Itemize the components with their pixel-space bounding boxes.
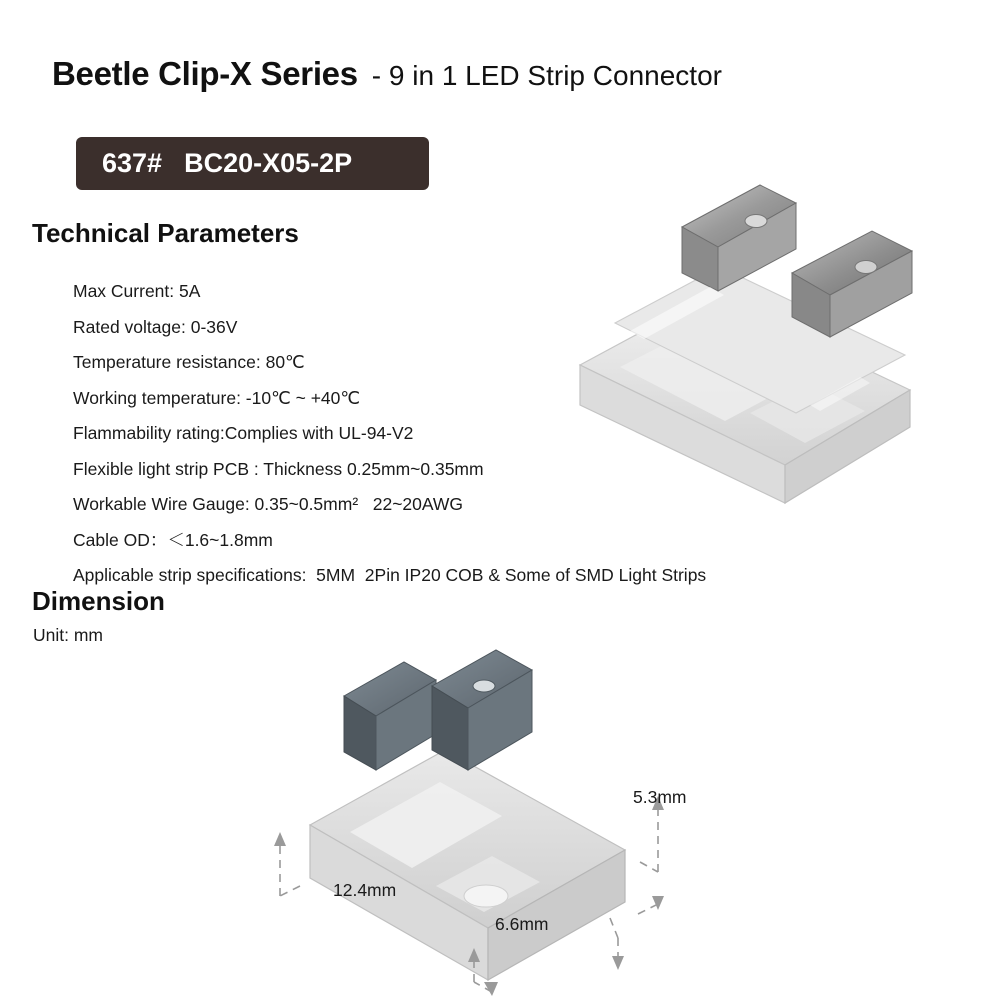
list-item: Workable Wire Gauge: 0.35~0.5mm² 22~20AWG — [73, 494, 464, 514]
dimension-drawing — [240, 600, 970, 1000]
header-subtitle: - 9 in 1 LED Strip Connector — [371, 60, 722, 91]
list-item: Flexible light strip PCB : Thickness 0.25mm~0.35mm — [73, 458, 484, 479]
dimension-label-depth: 6.6mm — [495, 914, 549, 934]
dimension-title: Dimension — [32, 586, 165, 616]
badge-model: BC20-X05-2P — [184, 148, 353, 178]
list-item: Flammability rating:Complies with UL-94-V2 — [73, 423, 414, 443]
unit-note: Unit: mm — [33, 625, 103, 645]
brand-title: Beetle Clip-X Series — [52, 55, 358, 92]
list-item: Rated voltage: 0-36V — [73, 316, 238, 337]
model-badge — [76, 137, 429, 190]
page-header — [52, 55, 722, 93]
list-item: Temperature resistance: 80℃ — [73, 352, 305, 372]
list-item: Applicable strip specifications: 5MM 2Pin IP20 COB & Some of SMD Light Strips — [73, 565, 707, 585]
product-photo — [560, 155, 980, 505]
list-item: Cable OD：＜1.6~1.8mm — [73, 529, 273, 550]
list-item: Max Current: 5A — [73, 281, 201, 301]
badge-code: 637# — [102, 148, 163, 178]
dimension-label-height: 5.3mm — [633, 787, 687, 807]
technical-parameters-title: Technical Parameters — [32, 218, 299, 248]
list-item: Working temperature: -10℃ ~ +40℃ — [73, 387, 361, 408]
dimension-label-width: 12.4mm — [333, 880, 397, 900]
